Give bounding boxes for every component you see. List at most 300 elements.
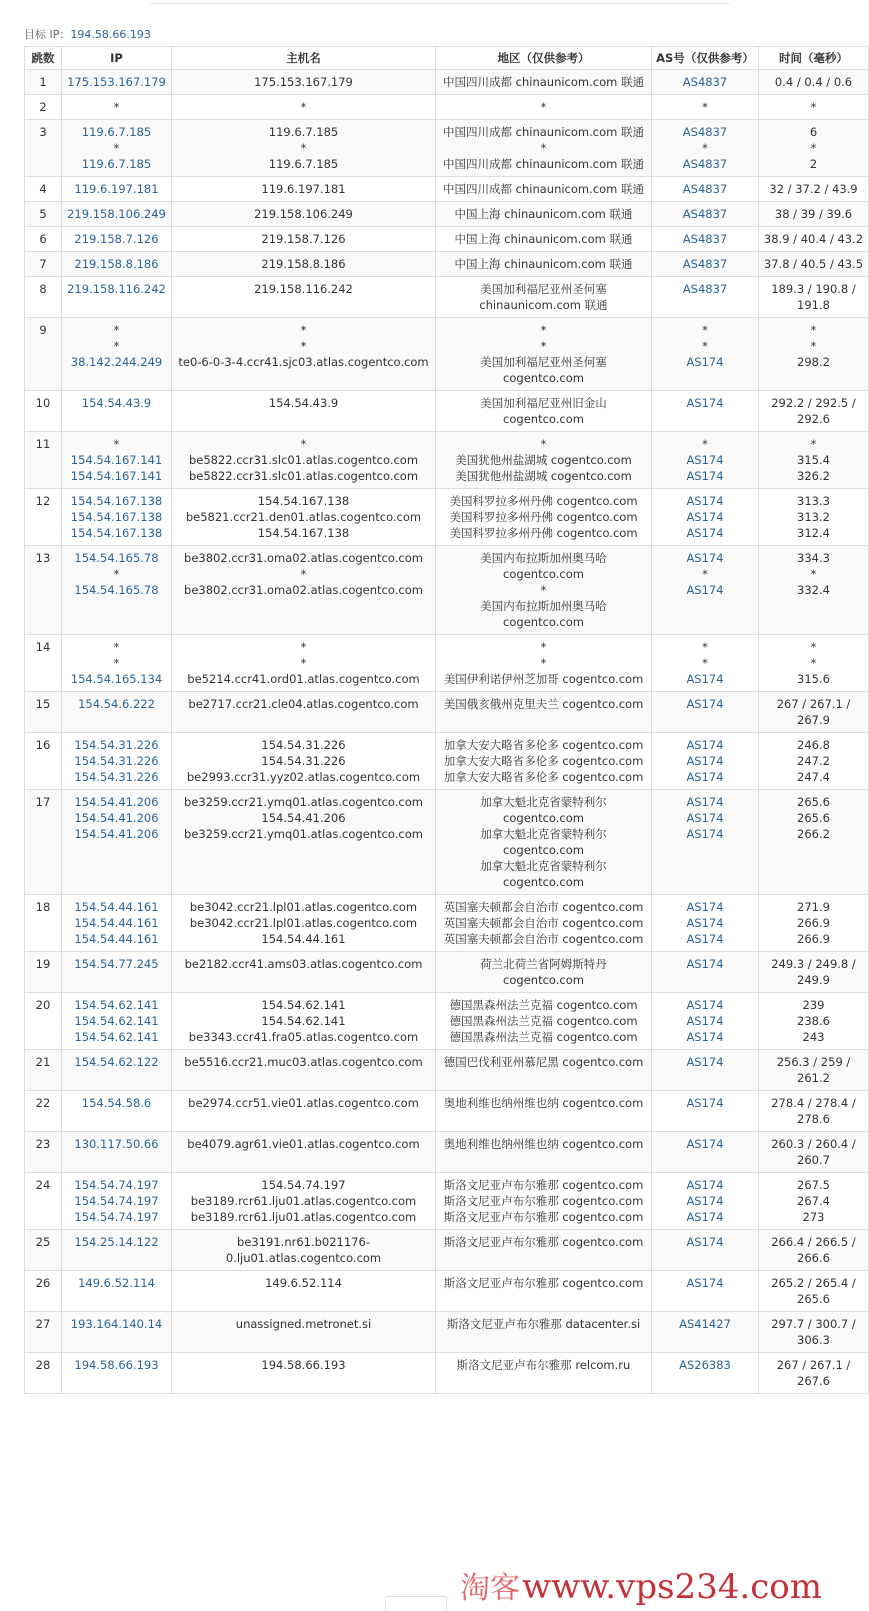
region-cell bbox=[436, 1132, 652, 1173]
as-cell bbox=[652, 1312, 759, 1353]
as-cell bbox=[652, 1353, 759, 1394]
region-cell bbox=[436, 1091, 652, 1132]
table-row bbox=[25, 895, 869, 952]
as-link[interactable]: AS174 bbox=[686, 396, 724, 410]
ip-cell bbox=[62, 790, 172, 895]
ip-link[interactable]: 119.6.7.185 bbox=[81, 157, 152, 171]
host-value: 154.54.31.226 bbox=[261, 754, 346, 768]
as-cell bbox=[652, 120, 759, 177]
host-cell bbox=[172, 391, 436, 432]
table-row bbox=[25, 1173, 869, 1230]
time-cell bbox=[759, 318, 869, 391]
as-link[interactable]: AS174 bbox=[686, 453, 724, 467]
region-value: 中国四川成都 chinaunicom.com 联通 bbox=[442, 157, 644, 171]
host-cell bbox=[172, 790, 436, 895]
region-cell bbox=[436, 432, 652, 489]
table-row bbox=[25, 1091, 869, 1132]
region-value: * bbox=[540, 323, 547, 337]
time-value: 278.4 / 278.4 / 278.6 bbox=[771, 1096, 856, 1126]
table-row bbox=[25, 1050, 869, 1091]
ip-link[interactable]: 154.54.31.226 bbox=[74, 738, 159, 752]
table-row bbox=[25, 489, 869, 546]
target-ip-link[interactable]: 194.58.66.193 bbox=[70, 28, 151, 41]
as-link[interactable]: AS4837 bbox=[682, 232, 728, 246]
time-cell bbox=[759, 993, 869, 1050]
region-value: 斯洛文尼亚卢布尔雅那 cogentco.com bbox=[443, 1178, 644, 1192]
time-value: 239 bbox=[802, 998, 825, 1012]
region-cell bbox=[436, 733, 652, 790]
time-cell bbox=[759, 895, 869, 952]
as-cell bbox=[652, 733, 759, 790]
hop-cell: 28 bbox=[25, 1353, 62, 1394]
table-row bbox=[25, 993, 869, 1050]
ip-cell bbox=[62, 252, 172, 277]
time-value: 315.4 bbox=[797, 453, 830, 467]
host-cell bbox=[172, 1173, 436, 1230]
time-value: 6 bbox=[809, 125, 818, 139]
ip-link[interactable]: 219.158.8.186 bbox=[74, 257, 159, 271]
table-row bbox=[25, 277, 869, 318]
host-value: be3191.nr61.b021176-0.lju01.atlas.cogentco.com bbox=[225, 1235, 382, 1265]
region-cell bbox=[436, 1050, 652, 1091]
time-cell bbox=[759, 227, 869, 252]
ip-cell bbox=[62, 895, 172, 952]
time-cell bbox=[759, 489, 869, 546]
as-value: * bbox=[702, 567, 708, 581]
ip-value: * bbox=[113, 640, 120, 654]
ip-cell bbox=[62, 1271, 172, 1312]
table-row bbox=[25, 1353, 869, 1394]
host-value: be3259.ccr21.ymq01.atlas.cogentco.com bbox=[184, 827, 423, 841]
ip-link[interactable]: 154.54.41.206 bbox=[74, 795, 159, 809]
region-value: 加拿大安大略省多伦多 cogentco.com bbox=[443, 770, 644, 784]
hop-cell: 4 bbox=[25, 177, 62, 202]
region-value: 美国科罗拉多州丹佛 cogentco.com bbox=[449, 526, 638, 540]
as-link[interactable]: AS4837 bbox=[682, 257, 728, 271]
time-cell bbox=[759, 95, 869, 120]
host-value: * bbox=[300, 567, 307, 581]
host-value: 194.58.66.193 bbox=[261, 1358, 346, 1372]
ip-cell bbox=[62, 1230, 172, 1271]
region-cell bbox=[436, 277, 652, 318]
table-row bbox=[25, 95, 869, 120]
as-link[interactable]: AS174 bbox=[686, 916, 724, 930]
region-cell bbox=[436, 1353, 652, 1394]
ip-link[interactable]: 194.58.66.193 bbox=[74, 1358, 159, 1372]
as-link[interactable]: AS4837 bbox=[682, 125, 728, 139]
watermark-cn: 淘客 bbox=[460, 1571, 521, 1606]
ip-link[interactable]: 154.54.62.141 bbox=[74, 1030, 159, 1044]
as-cell bbox=[652, 993, 759, 1050]
pagination-button[interactable] bbox=[385, 1596, 447, 1611]
region-value: 美国犹他州盐湖城 cogentco.com bbox=[455, 469, 632, 483]
as-link[interactable]: AS4837 bbox=[682, 282, 728, 296]
hop-cell: 13 bbox=[25, 546, 62, 635]
ip-link[interactable]: 154.54.74.197 bbox=[74, 1178, 159, 1192]
time-cell bbox=[759, 952, 869, 993]
as-cell bbox=[652, 70, 759, 95]
region-value: * bbox=[540, 141, 547, 155]
time-value: 238.6 bbox=[797, 1014, 830, 1028]
time-value: 313.3 bbox=[797, 494, 830, 508]
ip-link[interactable]: 154.54.165.134 bbox=[70, 672, 163, 686]
region-cell bbox=[436, 202, 652, 227]
time-value: 267.5 bbox=[797, 1178, 830, 1192]
ip-link[interactable]: 154.54.74.197 bbox=[74, 1194, 159, 1208]
as-cell bbox=[652, 546, 759, 635]
region-value: 加拿大安大略省多伦多 cogentco.com bbox=[443, 738, 644, 752]
table-row bbox=[25, 546, 869, 635]
ip-link[interactable]: 154.54.167.138 bbox=[70, 510, 163, 524]
col-ip: IP bbox=[62, 47, 172, 70]
table-row bbox=[25, 252, 869, 277]
table-row bbox=[25, 177, 869, 202]
as-link[interactable]: AS174 bbox=[686, 355, 724, 369]
region-cell bbox=[436, 952, 652, 993]
hop-cell: 26 bbox=[25, 1271, 62, 1312]
ip-link[interactable]: 119.6.7.185 bbox=[81, 125, 152, 139]
as-link[interactable]: AS26383 bbox=[679, 1358, 731, 1372]
as-cell bbox=[652, 952, 759, 993]
as-link[interactable]: AS4837 bbox=[682, 207, 728, 221]
region-value: 英国塞夫顿都会自治市 cogentco.com bbox=[443, 916, 644, 930]
region-cell bbox=[436, 95, 652, 120]
hop-cell: 3 bbox=[25, 120, 62, 177]
as-link[interactable]: AS174 bbox=[686, 469, 724, 483]
host-cell bbox=[172, 895, 436, 952]
time-value: 266.9 bbox=[797, 916, 830, 930]
as-link[interactable]: AS174 bbox=[686, 510, 724, 524]
ip-cell bbox=[62, 227, 172, 252]
host-value: * bbox=[300, 100, 307, 114]
time-cell bbox=[759, 120, 869, 177]
ip-cell bbox=[62, 1312, 172, 1353]
as-link[interactable]: AS174 bbox=[686, 900, 724, 914]
host-value: 119.6.7.185 bbox=[268, 157, 339, 171]
host-value: 154.54.167.138 bbox=[257, 494, 350, 508]
time-value: * bbox=[810, 100, 817, 114]
ip-link[interactable]: 154.54.62.122 bbox=[74, 1055, 159, 1069]
ip-cell bbox=[62, 277, 172, 318]
ip-link[interactable]: 154.54.6.222 bbox=[78, 697, 155, 711]
as-link[interactable]: AS174 bbox=[686, 1137, 724, 1151]
host-value: unassigned.metronet.si bbox=[235, 1317, 372, 1331]
as-link[interactable]: AS174 bbox=[686, 1235, 724, 1249]
host-value: 119.6.7.185 bbox=[268, 125, 339, 139]
region-value: 加拿大魁北克省蒙特利尔 cogentco.com bbox=[480, 827, 607, 857]
ip-link[interactable]: 154.54.74.197 bbox=[74, 1210, 159, 1224]
host-cell bbox=[172, 733, 436, 790]
ip-link[interactable]: 154.54.167.141 bbox=[70, 453, 163, 467]
as-value: * bbox=[702, 656, 708, 670]
as-cell bbox=[652, 432, 759, 489]
as-link[interactable]: AS174 bbox=[686, 770, 724, 784]
ip-cell bbox=[62, 993, 172, 1050]
ip-link[interactable]: 154.54.41.206 bbox=[74, 811, 159, 825]
ip-link[interactable]: 154.54.44.161 bbox=[74, 916, 159, 930]
target-ip-line bbox=[24, 26, 151, 42]
as-link[interactable]: AS174 bbox=[686, 1194, 724, 1208]
ip-value: * bbox=[113, 339, 120, 353]
as-link[interactable]: AS174 bbox=[686, 738, 724, 752]
host-value: be5821.ccr21.den01.atlas.cogentco.com bbox=[185, 510, 422, 524]
as-cell bbox=[652, 277, 759, 318]
hop-cell: 18 bbox=[25, 895, 62, 952]
time-value: * bbox=[810, 339, 817, 353]
region-value: 美国内布拉斯加州奥马哈 cogentco.com bbox=[480, 551, 607, 581]
col-host: 主机名 bbox=[172, 47, 436, 70]
ip-link[interactable]: 154.54.165.78 bbox=[74, 551, 159, 565]
as-link[interactable]: AS174 bbox=[686, 957, 724, 971]
ip-link[interactable]: 130.117.50.66 bbox=[74, 1137, 159, 1151]
ip-link[interactable]: 154.54.167.138 bbox=[70, 494, 163, 508]
as-link[interactable]: AS174 bbox=[686, 526, 724, 540]
host-value: be5822.ccr31.slc01.atlas.cogentco.com bbox=[188, 453, 419, 467]
region-value: 美国俄亥俄州克里夫兰 cogentco.com bbox=[443, 697, 644, 711]
as-link[interactable]: AS174 bbox=[686, 1014, 724, 1028]
as-link[interactable]: AS41427 bbox=[679, 1317, 731, 1331]
time-value: 38.9 / 40.4 / 43.2 bbox=[763, 232, 864, 246]
hop-cell: 9 bbox=[25, 318, 62, 391]
watermark-en: www.vps234.com bbox=[522, 1567, 822, 1607]
host-value: * bbox=[300, 640, 307, 654]
as-link[interactable]: AS174 bbox=[686, 754, 724, 768]
ip-link[interactable]: 154.54.44.161 bbox=[74, 900, 159, 914]
ip-link[interactable]: 154.54.41.206 bbox=[74, 827, 159, 841]
time-value: 189.3 / 190.8 / 191.8 bbox=[771, 282, 856, 312]
ip-cell bbox=[62, 952, 172, 993]
time-value: 32 / 37.2 / 43.9 bbox=[769, 182, 858, 196]
time-value: * bbox=[810, 640, 817, 654]
ip-link[interactable]: 154.54.58.6 bbox=[81, 1096, 152, 1110]
ip-link[interactable]: 219.158.7.126 bbox=[74, 232, 159, 246]
hop-cell: 5 bbox=[25, 202, 62, 227]
host-value: be4079.agr61.vie01.atlas.cogentco.com bbox=[187, 1137, 420, 1151]
time-cell bbox=[759, 546, 869, 635]
as-link[interactable]: AS174 bbox=[686, 1210, 724, 1224]
as-link[interactable]: AS174 bbox=[686, 1096, 724, 1110]
ip-link[interactable]: 154.54.43.9 bbox=[81, 396, 152, 410]
host-value: be3802.ccr31.oma02.atlas.cogentco.com bbox=[184, 583, 423, 597]
ip-cell bbox=[62, 177, 172, 202]
as-link[interactable]: AS174 bbox=[686, 1055, 724, 1069]
host-value: 154.54.44.161 bbox=[261, 932, 346, 946]
host-value: be5516.ccr21.muc03.atlas.cogentco.com bbox=[184, 1055, 423, 1069]
ip-cell bbox=[62, 1132, 172, 1173]
host-value: be2974.ccr51.vie01.atlas.cogentco.com bbox=[188, 1096, 419, 1110]
region-value: 美国内布拉斯加州奥马哈 cogentco.com bbox=[480, 599, 607, 629]
as-link[interactable]: AS174 bbox=[686, 1276, 724, 1290]
host-cell bbox=[172, 1353, 436, 1394]
time-value: 246.8 bbox=[797, 738, 830, 752]
ip-link[interactable]: 154.54.62.141 bbox=[74, 1014, 159, 1028]
as-link[interactable]: AS4837 bbox=[682, 182, 728, 196]
table-row bbox=[25, 120, 869, 177]
region-cell bbox=[436, 1271, 652, 1312]
hop-cell: 11 bbox=[25, 432, 62, 489]
time-value: 256.3 / 259 / 261.2 bbox=[776, 1055, 851, 1085]
host-cell bbox=[172, 952, 436, 993]
time-value: 271.9 bbox=[797, 900, 830, 914]
region-cell bbox=[436, 489, 652, 546]
region-value: 中国四川成都 chinaunicom.com 联通 bbox=[442, 75, 644, 89]
time-value: * bbox=[810, 141, 817, 155]
ip-link[interactable]: 154.54.62.141 bbox=[74, 998, 159, 1012]
region-value: 中国上海 chinaunicom.com 联通 bbox=[454, 257, 633, 271]
ip-link[interactable]: 219.158.106.249 bbox=[67, 207, 166, 221]
as-link[interactable]: AS4837 bbox=[682, 157, 728, 171]
time-value: 0.4 / 0.4 / 0.6 bbox=[774, 75, 853, 89]
as-link[interactable]: AS174 bbox=[686, 583, 724, 597]
hop-cell: 19 bbox=[25, 952, 62, 993]
ip-link[interactable]: 38.142.244.249 bbox=[70, 355, 163, 369]
time-cell bbox=[759, 1173, 869, 1230]
time-value: 334.3 bbox=[797, 551, 830, 565]
as-link[interactable]: AS174 bbox=[686, 1178, 724, 1192]
as-link[interactable]: AS174 bbox=[686, 697, 724, 711]
table-row bbox=[25, 391, 869, 432]
as-cell bbox=[652, 391, 759, 432]
ip-link[interactable]: 154.54.167.141 bbox=[70, 469, 163, 483]
as-link[interactable]: AS174 bbox=[686, 672, 724, 686]
as-link[interactable]: AS4837 bbox=[682, 75, 728, 89]
host-value: 119.6.197.181 bbox=[261, 182, 346, 196]
time-cell bbox=[759, 1050, 869, 1091]
region-value: 斯洛文尼亚卢布尔雅那 cogentco.com bbox=[443, 1276, 644, 1290]
ip-value: * bbox=[113, 656, 120, 670]
as-link[interactable]: AS174 bbox=[686, 551, 724, 565]
table-row bbox=[25, 733, 869, 790]
host-value: be2717.ccr21.cle04.atlas.cogentco.com bbox=[188, 697, 419, 711]
hop-cell: 15 bbox=[25, 692, 62, 733]
time-cell bbox=[759, 177, 869, 202]
ip-link[interactable]: 154.54.31.226 bbox=[74, 770, 159, 784]
host-value: 154.54.62.141 bbox=[261, 998, 346, 1012]
time-value: * bbox=[810, 656, 817, 670]
as-value: * bbox=[702, 640, 708, 654]
ip-link[interactable]: 219.158.116.242 bbox=[67, 282, 166, 296]
region-value: 中国上海 chinaunicom.com 联通 bbox=[454, 232, 633, 246]
time-cell bbox=[759, 733, 869, 790]
as-cell bbox=[652, 692, 759, 733]
as-link[interactable]: AS174 bbox=[686, 795, 724, 809]
hop-cell: 27 bbox=[25, 1312, 62, 1353]
ip-cell bbox=[62, 546, 172, 635]
region-value: * bbox=[540, 656, 547, 670]
time-cell bbox=[759, 1271, 869, 1312]
ip-cell bbox=[62, 432, 172, 489]
table-row bbox=[25, 432, 869, 489]
table-row bbox=[25, 318, 869, 391]
ip-link[interactable]: 193.164.140.14 bbox=[70, 1317, 163, 1331]
time-value: 265.2 / 265.4 / 265.6 bbox=[771, 1276, 856, 1306]
time-value: 315.6 bbox=[797, 672, 830, 686]
as-link[interactable]: AS174 bbox=[686, 1030, 724, 1044]
ip-link[interactable]: 154.54.31.226 bbox=[74, 754, 159, 768]
ip-value: * bbox=[113, 141, 120, 155]
region-cell bbox=[436, 318, 652, 391]
table-row bbox=[25, 70, 869, 95]
ip-link[interactable]: 154.54.167.138 bbox=[70, 526, 163, 540]
host-value: 154.54.43.9 bbox=[268, 396, 339, 410]
time-value: 292.2 / 292.5 / 292.6 bbox=[771, 396, 856, 426]
host-value: be3343.ccr41.fra05.atlas.cogentco.com bbox=[188, 1030, 419, 1044]
ip-link[interactable]: 119.6.197.181 bbox=[74, 182, 159, 196]
host-cell bbox=[172, 252, 436, 277]
table-row bbox=[25, 1312, 869, 1353]
time-value: 267.4 bbox=[797, 1194, 830, 1208]
time-cell bbox=[759, 277, 869, 318]
ip-link[interactable]: 154.54.44.161 bbox=[74, 932, 159, 946]
as-value: * bbox=[702, 437, 708, 451]
host-cell bbox=[172, 202, 436, 227]
ip-value: * bbox=[113, 323, 120, 337]
as-link[interactable]: AS174 bbox=[686, 827, 724, 841]
host-cell bbox=[172, 95, 436, 120]
ip-cell bbox=[62, 95, 172, 120]
ip-link[interactable]: 175.153.167.179 bbox=[67, 75, 166, 89]
ip-link[interactable]: 154.25.14.122 bbox=[74, 1235, 159, 1249]
table-row bbox=[25, 635, 869, 692]
as-link[interactable]: AS174 bbox=[686, 932, 724, 946]
host-cell bbox=[172, 1230, 436, 1271]
ip-link[interactable]: 154.54.165.78 bbox=[74, 583, 159, 597]
region-cell bbox=[436, 993, 652, 1050]
table-row bbox=[25, 227, 869, 252]
ip-cell bbox=[62, 489, 172, 546]
as-link[interactable]: AS174 bbox=[686, 998, 724, 1012]
ip-link[interactable]: 154.54.77.245 bbox=[74, 957, 159, 971]
host-cell bbox=[172, 277, 436, 318]
time-value: 298.2 bbox=[797, 355, 830, 369]
ip-cell bbox=[62, 70, 172, 95]
region-value: 斯洛文尼亚卢布尔雅那 datacenter.si bbox=[446, 1317, 641, 1331]
as-value: * bbox=[702, 141, 708, 155]
host-cell bbox=[172, 489, 436, 546]
region-cell bbox=[436, 227, 652, 252]
host-value: 175.153.167.179 bbox=[254, 75, 353, 89]
time-value: 297.7 / 300.7 / 306.3 bbox=[771, 1317, 856, 1347]
region-value: 德国巴伐利亚州慕尼黑 cogentco.com bbox=[443, 1055, 644, 1069]
region-cell bbox=[436, 790, 652, 895]
region-cell bbox=[436, 1173, 652, 1230]
as-link[interactable]: AS174 bbox=[686, 494, 724, 508]
region-value: 中国上海 chinaunicom.com 联通 bbox=[454, 207, 633, 221]
traceroute-table bbox=[24, 46, 869, 1394]
region-value: 斯洛文尼亚卢布尔雅那 cogentco.com bbox=[443, 1235, 644, 1249]
region-value: 加拿大安大略省多伦多 cogentco.com bbox=[443, 754, 644, 768]
as-value: * bbox=[702, 339, 708, 353]
time-cell bbox=[759, 1132, 869, 1173]
hop-cell: 20 bbox=[25, 993, 62, 1050]
ip-cell bbox=[62, 1353, 172, 1394]
as-cell bbox=[652, 227, 759, 252]
host-cell bbox=[172, 1091, 436, 1132]
col-as: AS号（仅供参考） bbox=[652, 47, 759, 70]
time-cell bbox=[759, 202, 869, 227]
as-link[interactable]: AS174 bbox=[686, 811, 724, 825]
ip-link[interactable]: 149.6.52.114 bbox=[78, 1276, 155, 1290]
region-value: 奥地利维也纳州维也纳 cogentco.com bbox=[443, 1096, 644, 1110]
hop-cell: 2 bbox=[25, 95, 62, 120]
host-value: 154.54.74.197 bbox=[261, 1178, 346, 1192]
host-value: * bbox=[300, 323, 307, 337]
region-cell bbox=[436, 177, 652, 202]
as-value: * bbox=[702, 100, 708, 114]
time-value: 266.9 bbox=[797, 932, 830, 946]
time-cell bbox=[759, 1091, 869, 1132]
host-value: be3042.ccr21.lpl01.atlas.cogentco.com bbox=[189, 916, 418, 930]
